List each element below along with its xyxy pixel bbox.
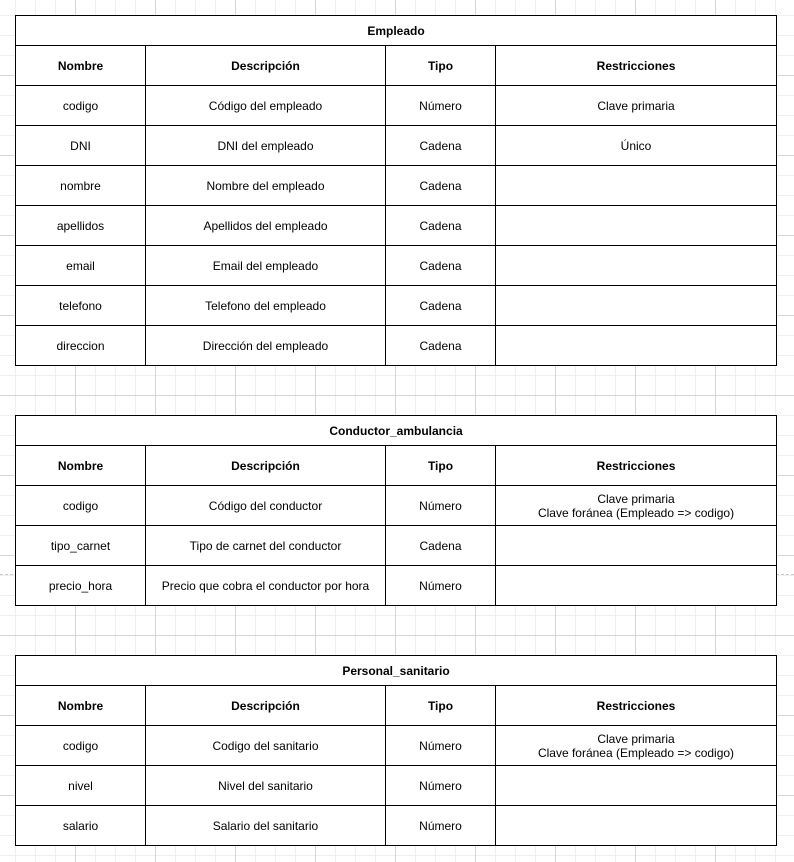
- cell-nombre[interactable]: nivel: [16, 766, 146, 806]
- cell-descripcion[interactable]: Precio que cobra el conductor por hora: [146, 566, 386, 606]
- header-descripcion[interactable]: Descripción: [146, 446, 386, 486]
- cell-restricciones[interactable]: Clave primaria Clave foránea (Empleado => codigo): [496, 486, 777, 526]
- cell-descripcion[interactable]: Dirección del empleado: [146, 326, 386, 366]
- table-row: [16, 206, 777, 246]
- table-row: [16, 246, 777, 286]
- cell-nombre[interactable]: codigo: [16, 726, 146, 766]
- header-tipo[interactable]: Tipo: [386, 446, 496, 486]
- table-row: [16, 766, 777, 806]
- cell-descripcion[interactable]: Código del conductor: [146, 486, 386, 526]
- table-row: [16, 526, 777, 566]
- cell-descripcion[interactable]: DNI del empleado: [146, 126, 386, 166]
- header-descripcion[interactable]: Descripción: [146, 46, 386, 86]
- cell-nombre[interactable]: DNI: [16, 126, 146, 166]
- cell-nombre[interactable]: precio_hora: [16, 566, 146, 606]
- cell-descripcion[interactable]: Nivel del sanitario: [146, 766, 386, 806]
- cell-nombre[interactable]: direccion: [16, 326, 146, 366]
- cell-tipo[interactable]: Número: [386, 486, 496, 526]
- table-title[interactable]: Personal_sanitario: [16, 656, 777, 686]
- cell-tipo[interactable]: Número: [386, 566, 496, 606]
- header-nombre[interactable]: Nombre: [16, 446, 146, 486]
- table-row: [16, 486, 777, 526]
- cell-tipo[interactable]: Cadena: [386, 166, 496, 206]
- table-personal-sanitario: [15, 655, 777, 846]
- table-row: [16, 566, 777, 606]
- cell-descripcion[interactable]: Nombre del empleado: [146, 166, 386, 206]
- table-conductor-ambulancia: [15, 415, 777, 606]
- cell-tipo[interactable]: Cadena: [386, 526, 496, 566]
- table-empleado: [15, 15, 777, 366]
- header-tipo[interactable]: Tipo: [386, 46, 496, 86]
- header-restricciones[interactable]: Restricciones: [496, 446, 777, 486]
- cell-tipo[interactable]: Cadena: [386, 206, 496, 246]
- cell-tipo[interactable]: Número: [386, 86, 496, 126]
- cell-nombre[interactable]: tipo_carnet: [16, 526, 146, 566]
- cell-restricciones[interactable]: [496, 326, 777, 366]
- cell-nombre[interactable]: salario: [16, 806, 146, 846]
- cell-descripcion[interactable]: Apellidos del empleado: [146, 206, 386, 246]
- header-nombre[interactable]: Nombre: [16, 46, 146, 86]
- cell-descripcion[interactable]: Telefono del empleado: [146, 286, 386, 326]
- table-row: [16, 286, 777, 326]
- cell-nombre[interactable]: nombre: [16, 166, 146, 206]
- cell-descripcion[interactable]: Email del empleado: [146, 246, 386, 286]
- cell-restricciones[interactable]: [496, 246, 777, 286]
- table-title[interactable]: Empleado: [16, 16, 777, 46]
- cell-restricciones[interactable]: [496, 766, 777, 806]
- header-restricciones[interactable]: Restricciones: [496, 46, 777, 86]
- cell-nombre[interactable]: telefono: [16, 286, 146, 326]
- cell-tipo[interactable]: Número: [386, 766, 496, 806]
- cell-tipo[interactable]: Número: [386, 726, 496, 766]
- header-descripcion[interactable]: Descripción: [146, 686, 386, 726]
- table-title[interactable]: Conductor_ambulancia: [16, 416, 777, 446]
- cell-restricciones[interactable]: [496, 526, 777, 566]
- cell-restricciones[interactable]: [496, 206, 777, 246]
- cell-restricciones[interactable]: Clave primaria: [496, 86, 777, 126]
- cell-restricciones[interactable]: [496, 566, 777, 606]
- header-tipo[interactable]: Tipo: [386, 686, 496, 726]
- cell-restricciones[interactable]: Clave primaria Clave foránea (Empleado => codigo): [496, 726, 777, 766]
- cell-descripcion[interactable]: Código del empleado: [146, 86, 386, 126]
- table-row: [16, 806, 777, 846]
- cell-descripcion[interactable]: Tipo de carnet del conductor: [146, 526, 386, 566]
- table-row: [16, 126, 777, 166]
- cell-descripcion[interactable]: Salario del sanitario: [146, 806, 386, 846]
- cell-nombre[interactable]: codigo: [16, 86, 146, 126]
- cell-tipo[interactable]: Cadena: [386, 326, 496, 366]
- header-restricciones[interactable]: Restricciones: [496, 686, 777, 726]
- cell-tipo[interactable]: Cadena: [386, 126, 496, 166]
- table-row: [16, 726, 777, 766]
- table-row: [16, 166, 777, 206]
- cell-tipo[interactable]: Cadena: [386, 246, 496, 286]
- cell-tipo[interactable]: Cadena: [386, 286, 496, 326]
- table-row: [16, 326, 777, 366]
- cell-restricciones[interactable]: [496, 806, 777, 846]
- cell-tipo[interactable]: Número: [386, 806, 496, 846]
- header-nombre[interactable]: Nombre: [16, 686, 146, 726]
- cell-restricciones[interactable]: [496, 286, 777, 326]
- cell-nombre[interactable]: apellidos: [16, 206, 146, 246]
- cell-restricciones[interactable]: Único: [496, 126, 777, 166]
- cell-nombre[interactable]: email: [16, 246, 146, 286]
- cell-nombre[interactable]: codigo: [16, 486, 146, 526]
- cell-restricciones[interactable]: [496, 166, 777, 206]
- table-row: [16, 86, 777, 126]
- cell-descripcion[interactable]: Codigo del sanitario: [146, 726, 386, 766]
